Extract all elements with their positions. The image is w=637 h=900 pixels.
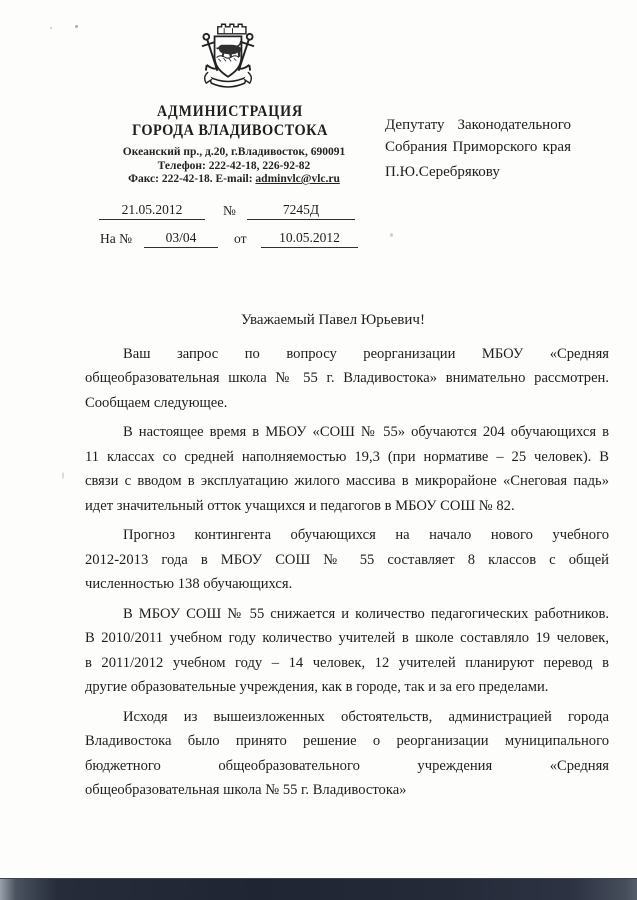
org-name-line1: АДМИНИСТРАЦИЯ — [156, 103, 304, 120]
org-address: Океанский пр., д.20, г.Владивосток, 690091 — [122, 146, 346, 158]
org-fax-email — [100, 173, 368, 187]
outgoing-number-field: 7245Д — [247, 202, 355, 220]
org-name-line2: ГОРОДА ВЛАДИВОСТОКА — [132, 122, 328, 139]
incoming-number-field: 03/04 — [144, 230, 218, 248]
letter-line: связи с вводом в эксплуатацию жилого массива в микрорайоне «Снеговая падь» — [85, 473, 609, 489]
letter-paragraph — [85, 523, 609, 597]
vladivostok-coat-of-arms-icon — [196, 22, 260, 102]
letter-line: общеобразовательная школа № 55 г. Владивостока» — [85, 782, 407, 798]
recipient-name: П.Ю.Серебрякову — [385, 164, 500, 180]
letter-line: Владивостока было принято решение о реорганизации муниципального — [85, 733, 609, 749]
letter-line: бюджетного общеобразовательного учреждения «Средняя — [85, 757, 609, 774]
org-contact-block — [100, 146, 368, 187]
letter-line: Сообщаем следующее. — [85, 394, 228, 411]
recipient-line: Собрания Приморского края — [385, 139, 571, 155]
letter-body — [85, 308, 609, 808]
recipient-block — [385, 114, 571, 183]
letter-line: другие образовательные учреждения, как в городе, так и за его пределами. — [85, 679, 549, 695]
letter-paragraph — [85, 342, 609, 416]
scan-artifact — [50, 27, 52, 29]
number-sign-label: № — [223, 203, 236, 218]
letter-line: идет значительный отток учащихся и педагогов в МБОУ СОШ № 82. — [85, 497, 515, 514]
outgoing-date-field: 21.05.2012 — [99, 202, 205, 220]
letter-line: в 2011/2012 учебном году – 14 человек, 12 учителей планируют перевод в — [85, 654, 609, 671]
letter-line: В настоящее время в МБОУ «СОШ № 55» обучаются 204 обучающихся в — [123, 424, 609, 440]
from-label: от — [234, 231, 247, 246]
letter-line: численностью 138 обучающихся. — [85, 576, 293, 592]
letter-line: Исходя из вышеизложенных обстоятельств, администрацией города — [123, 708, 609, 725]
letter-paragraph — [85, 602, 609, 700]
scan-edge-artifact — [0, 878, 637, 900]
scan-artifact — [390, 233, 393, 237]
scan-artifact — [62, 472, 64, 479]
letter-line: В 2010/2011 учебном году количество учителей в школе составляло 19 человек, — [85, 630, 609, 646]
org-email: adminvlc@vlc.ru — [255, 173, 340, 185]
letter-paragraph — [85, 420, 609, 518]
recipient-line: Депутату Законодательного — [385, 117, 571, 133]
salutation: Уважаемый Павел Юрьевич! — [241, 312, 425, 328]
incoming-date-field: 10.05.2012 — [261, 230, 358, 248]
letter-line: Ваш запрос по вопросу реорганизации МБОУ «Средняя — [123, 345, 609, 362]
scan-artifact — [75, 25, 78, 28]
letter-line: 2012-2013 года в МБОУ СОШ № 55 составляет 8 классов с общей — [85, 551, 609, 568]
incoming-ref-label: На № — [100, 231, 132, 246]
letter-line: В МБОУ СОШ № 55 снижается и количество педагогических работников. — [123, 605, 609, 622]
letter-paragraph — [85, 705, 609, 803]
letter-line: 11 классах со средней наполняемостью 19,3 (при нормативе – 25 человек). В — [85, 448, 609, 465]
org-fax-label: Факс: 222-42-18. E-mail: — [128, 173, 256, 185]
letter-line: общеобразовательная школа № 55 г. Владивостока» внимательно рассмотрен. — [85, 370, 609, 386]
letter-line: Прогноз контингента обучающихся на начало нового учебного — [123, 527, 609, 543]
org-phone: Телефон: 222-42-18, 226-92-82 — [157, 159, 311, 172]
